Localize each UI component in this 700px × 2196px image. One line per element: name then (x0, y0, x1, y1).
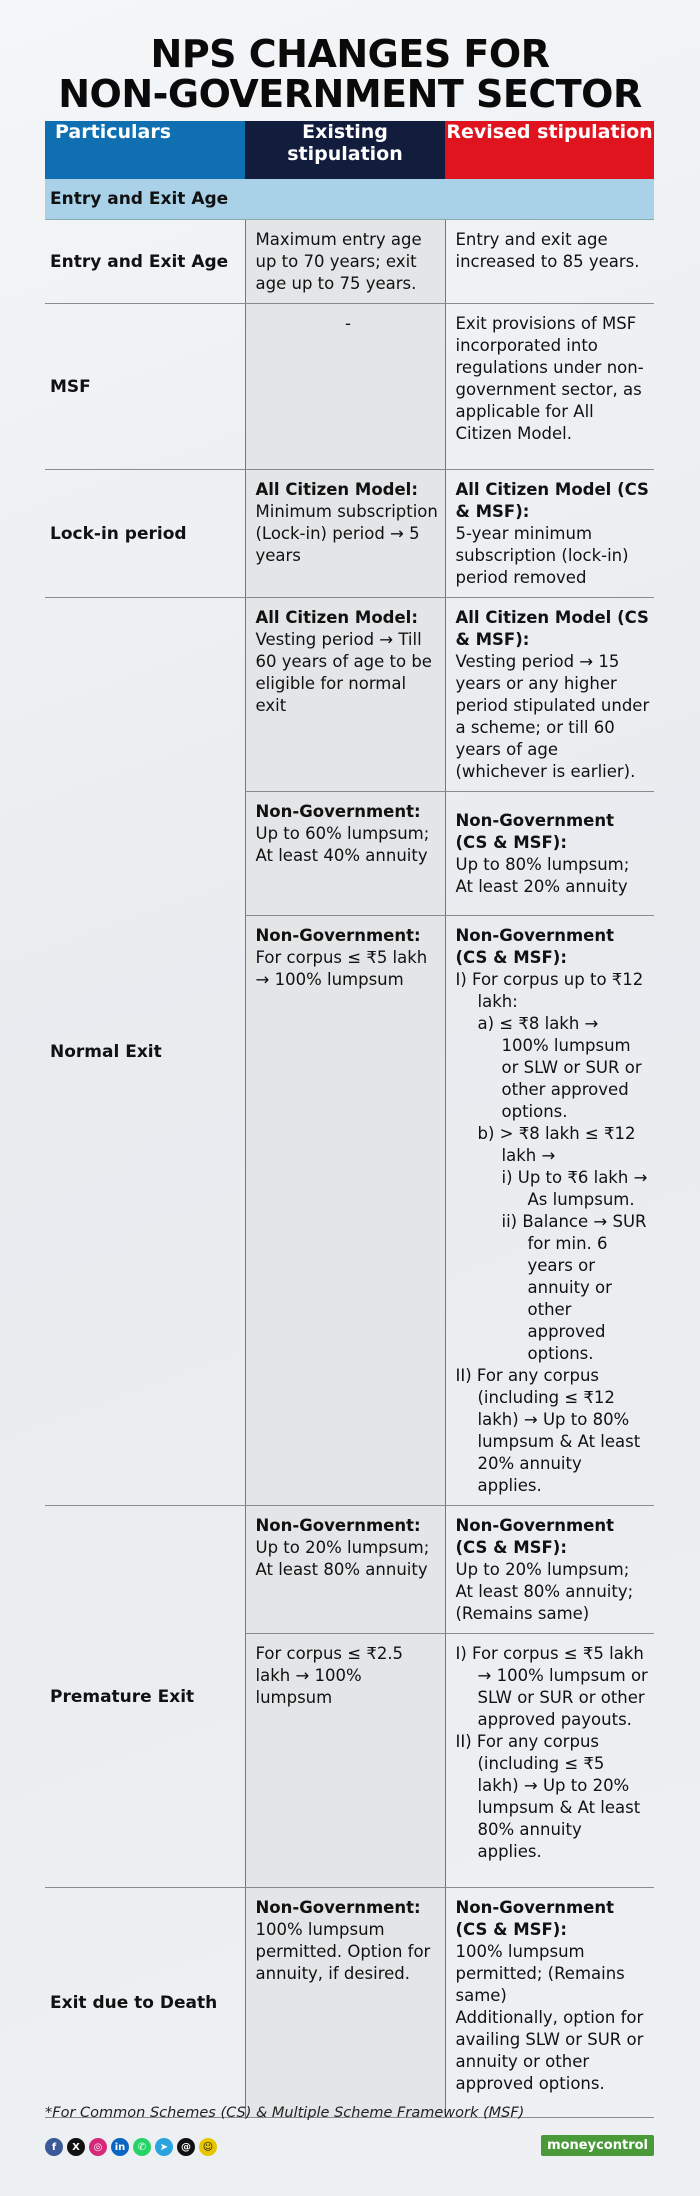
cell-heading: Non-Government: (255, 1898, 421, 1917)
table-row (45, 1888, 654, 2118)
section-title: Entry and Exit Age (45, 179, 654, 220)
table-row (45, 470, 654, 598)
revised-cell (445, 1506, 654, 1634)
instagram-icon[interactable]: ◎ (89, 2138, 107, 2156)
section-row (45, 179, 654, 220)
threads-icon[interactable]: @ (177, 2138, 195, 2156)
header-particulars: Particulars (45, 121, 245, 179)
facebook-icon[interactable]: f (45, 2138, 63, 2156)
row-label: Lock-in period (45, 470, 245, 598)
list-item: b) > ₹8 lakh ≤ ₹12 lakh → (477, 1124, 636, 1165)
header-existing: Existing stipulation (245, 121, 445, 179)
cell-heading: All Citizen Model: (255, 608, 418, 627)
snapchat-icon[interactable]: ☺ (199, 2138, 217, 2156)
revised-cell (445, 1634, 654, 1888)
social-icons (45, 2138, 217, 2156)
revised-cell: Exit provisions of MSF incorporated into regulations under non-government sector, as applicable for All Citizen Model. (445, 304, 654, 470)
x-icon[interactable]: X (67, 2138, 85, 2156)
list-item: i) Up to ₹6 lakh → As lumpsum. (501, 1168, 648, 1209)
list-item: II) For any corpus (including ≤ ₹5 lakh) → Up to 20% lumpsum & At least 80% annuity applies. (455, 1732, 641, 1861)
existing-cell: - (245, 304, 445, 470)
revised-cell: Entry and exit age increased to 85 years. (445, 220, 654, 304)
brand-logo: moneycontrol (541, 2135, 654, 2156)
list-item: I) For corpus up to ₹12 lakh: (455, 970, 644, 1011)
cell-text: Up to 80% lumpsum; (455, 855, 630, 874)
cell-heading: Non-Government (CS & MSF): (455, 811, 614, 852)
cell-heading: Non-Government: (255, 802, 421, 821)
title-line-1: NPS CHANGES FOR (150, 32, 550, 76)
existing-cell (245, 470, 445, 598)
cell-heading: All Citizen Model (CS & MSF): (455, 608, 649, 649)
comparison-table (45, 121, 654, 2118)
cell-text: At least 20% annuity (455, 877, 628, 896)
existing-cell: For corpus ≤ ₹2.5 lakh → 100% lumpsum (245, 1634, 445, 1888)
revised-cell (445, 470, 654, 598)
table-row (45, 220, 654, 304)
list-item: ii) Balance → SUR for min. 6 years or annuity or other approved options. (501, 1212, 647, 1363)
existing-cell (245, 1888, 445, 2118)
cell-heading: All Citizen Model (CS & MSF): (455, 480, 649, 521)
cell-heading: Non-Government (CS & MSF): (455, 926, 614, 967)
cell-heading: All Citizen Model: (255, 480, 418, 499)
telegram-icon[interactable]: ➤ (155, 2138, 173, 2156)
table-row (45, 304, 654, 470)
cell-heading: Non-Government (CS & MSF): (455, 1516, 614, 1557)
cell-text: 100% lumpsum permitted. Option for annuity, if desired. (255, 1920, 431, 1983)
existing-cell (245, 598, 445, 792)
header-revised: Revised stipulation (445, 121, 654, 179)
existing-cell (245, 916, 445, 1506)
cell-heading: Non-Government: (255, 1516, 421, 1535)
cell-text: Vesting period → 15 years or any higher period stipulated under a scheme; or till 60 years of age (whichever is earlier). (455, 652, 650, 781)
cell-text: At least 80% annuity (255, 1560, 428, 1579)
linkedin-icon[interactable]: in (111, 2138, 129, 2156)
cell-text: At least 40% annuity (255, 846, 428, 865)
row-label: MSF (45, 304, 245, 470)
cell-text: Additionally, option for availing SLW or SUR or annuity or other approved options. (455, 2008, 644, 2093)
list-item: a) ≤ ₹8 lakh → 100% lumpsum or SLW or SUR or other approved options. (477, 1014, 642, 1121)
cell-text: For corpus ≤ ₹5 lakh → 100% lumpsum (255, 948, 428, 989)
revised-cell (445, 792, 654, 916)
revised-cell (445, 598, 654, 792)
existing-cell (245, 792, 445, 916)
revised-cell (445, 916, 654, 1506)
existing-cell: Maximum entry age up to 70 years; exit age up to 75 years. (245, 220, 445, 304)
table-row (45, 598, 654, 792)
cell-text: Up to 20% lumpsum; At least 80% annuity; (Remains same) (455, 1560, 634, 1623)
cell-heading: Non-Government: (255, 926, 421, 945)
cell-text: Minimum subscription (Lock-in) period → 5 years (255, 502, 438, 565)
row-label: Premature Exit (45, 1506, 245, 1888)
list-item: II) For any corpus (including ≤ ₹12 lakh) → Up to 80% lumpsum & At least 20% annuity applies. (455, 1366, 641, 1495)
cell-text: 5-year minimum subscription (lock-in) period removed (455, 524, 629, 587)
whatsapp-icon[interactable]: ✆ (133, 2138, 151, 2156)
row-label: Entry and Exit Age (45, 220, 245, 304)
cell-text: 100% lumpsum permitted; (Remains same) (455, 1942, 625, 2005)
title-block (0, 34, 700, 114)
revised-cell (445, 1888, 654, 2118)
table-row (45, 1506, 654, 1634)
cell-text: Vesting period → Till 60 years of age to be eligible for normal exit (255, 630, 432, 715)
list-item: I) For corpus ≤ ₹5 lakh → 100% lumpsum or SLW or SUR or other approved payouts. (455, 1644, 648, 1729)
cell-text: Up to 60% lumpsum; (255, 824, 430, 843)
cell-text: Up to 20% lumpsum; (255, 1538, 430, 1557)
existing-cell (245, 1506, 445, 1634)
cell-heading: Non-Government (CS & MSF): (455, 1898, 614, 1939)
row-label: Normal Exit (45, 598, 245, 1506)
title-line-2: NON-GOVERNMENT SECTOR (58, 72, 642, 116)
row-label: Exit due to Death (45, 1888, 245, 2118)
header-row (45, 121, 654, 179)
footnote: *For Common Schemes (CS) & Multiple Scheme Framework (MSF) (45, 2105, 525, 2121)
